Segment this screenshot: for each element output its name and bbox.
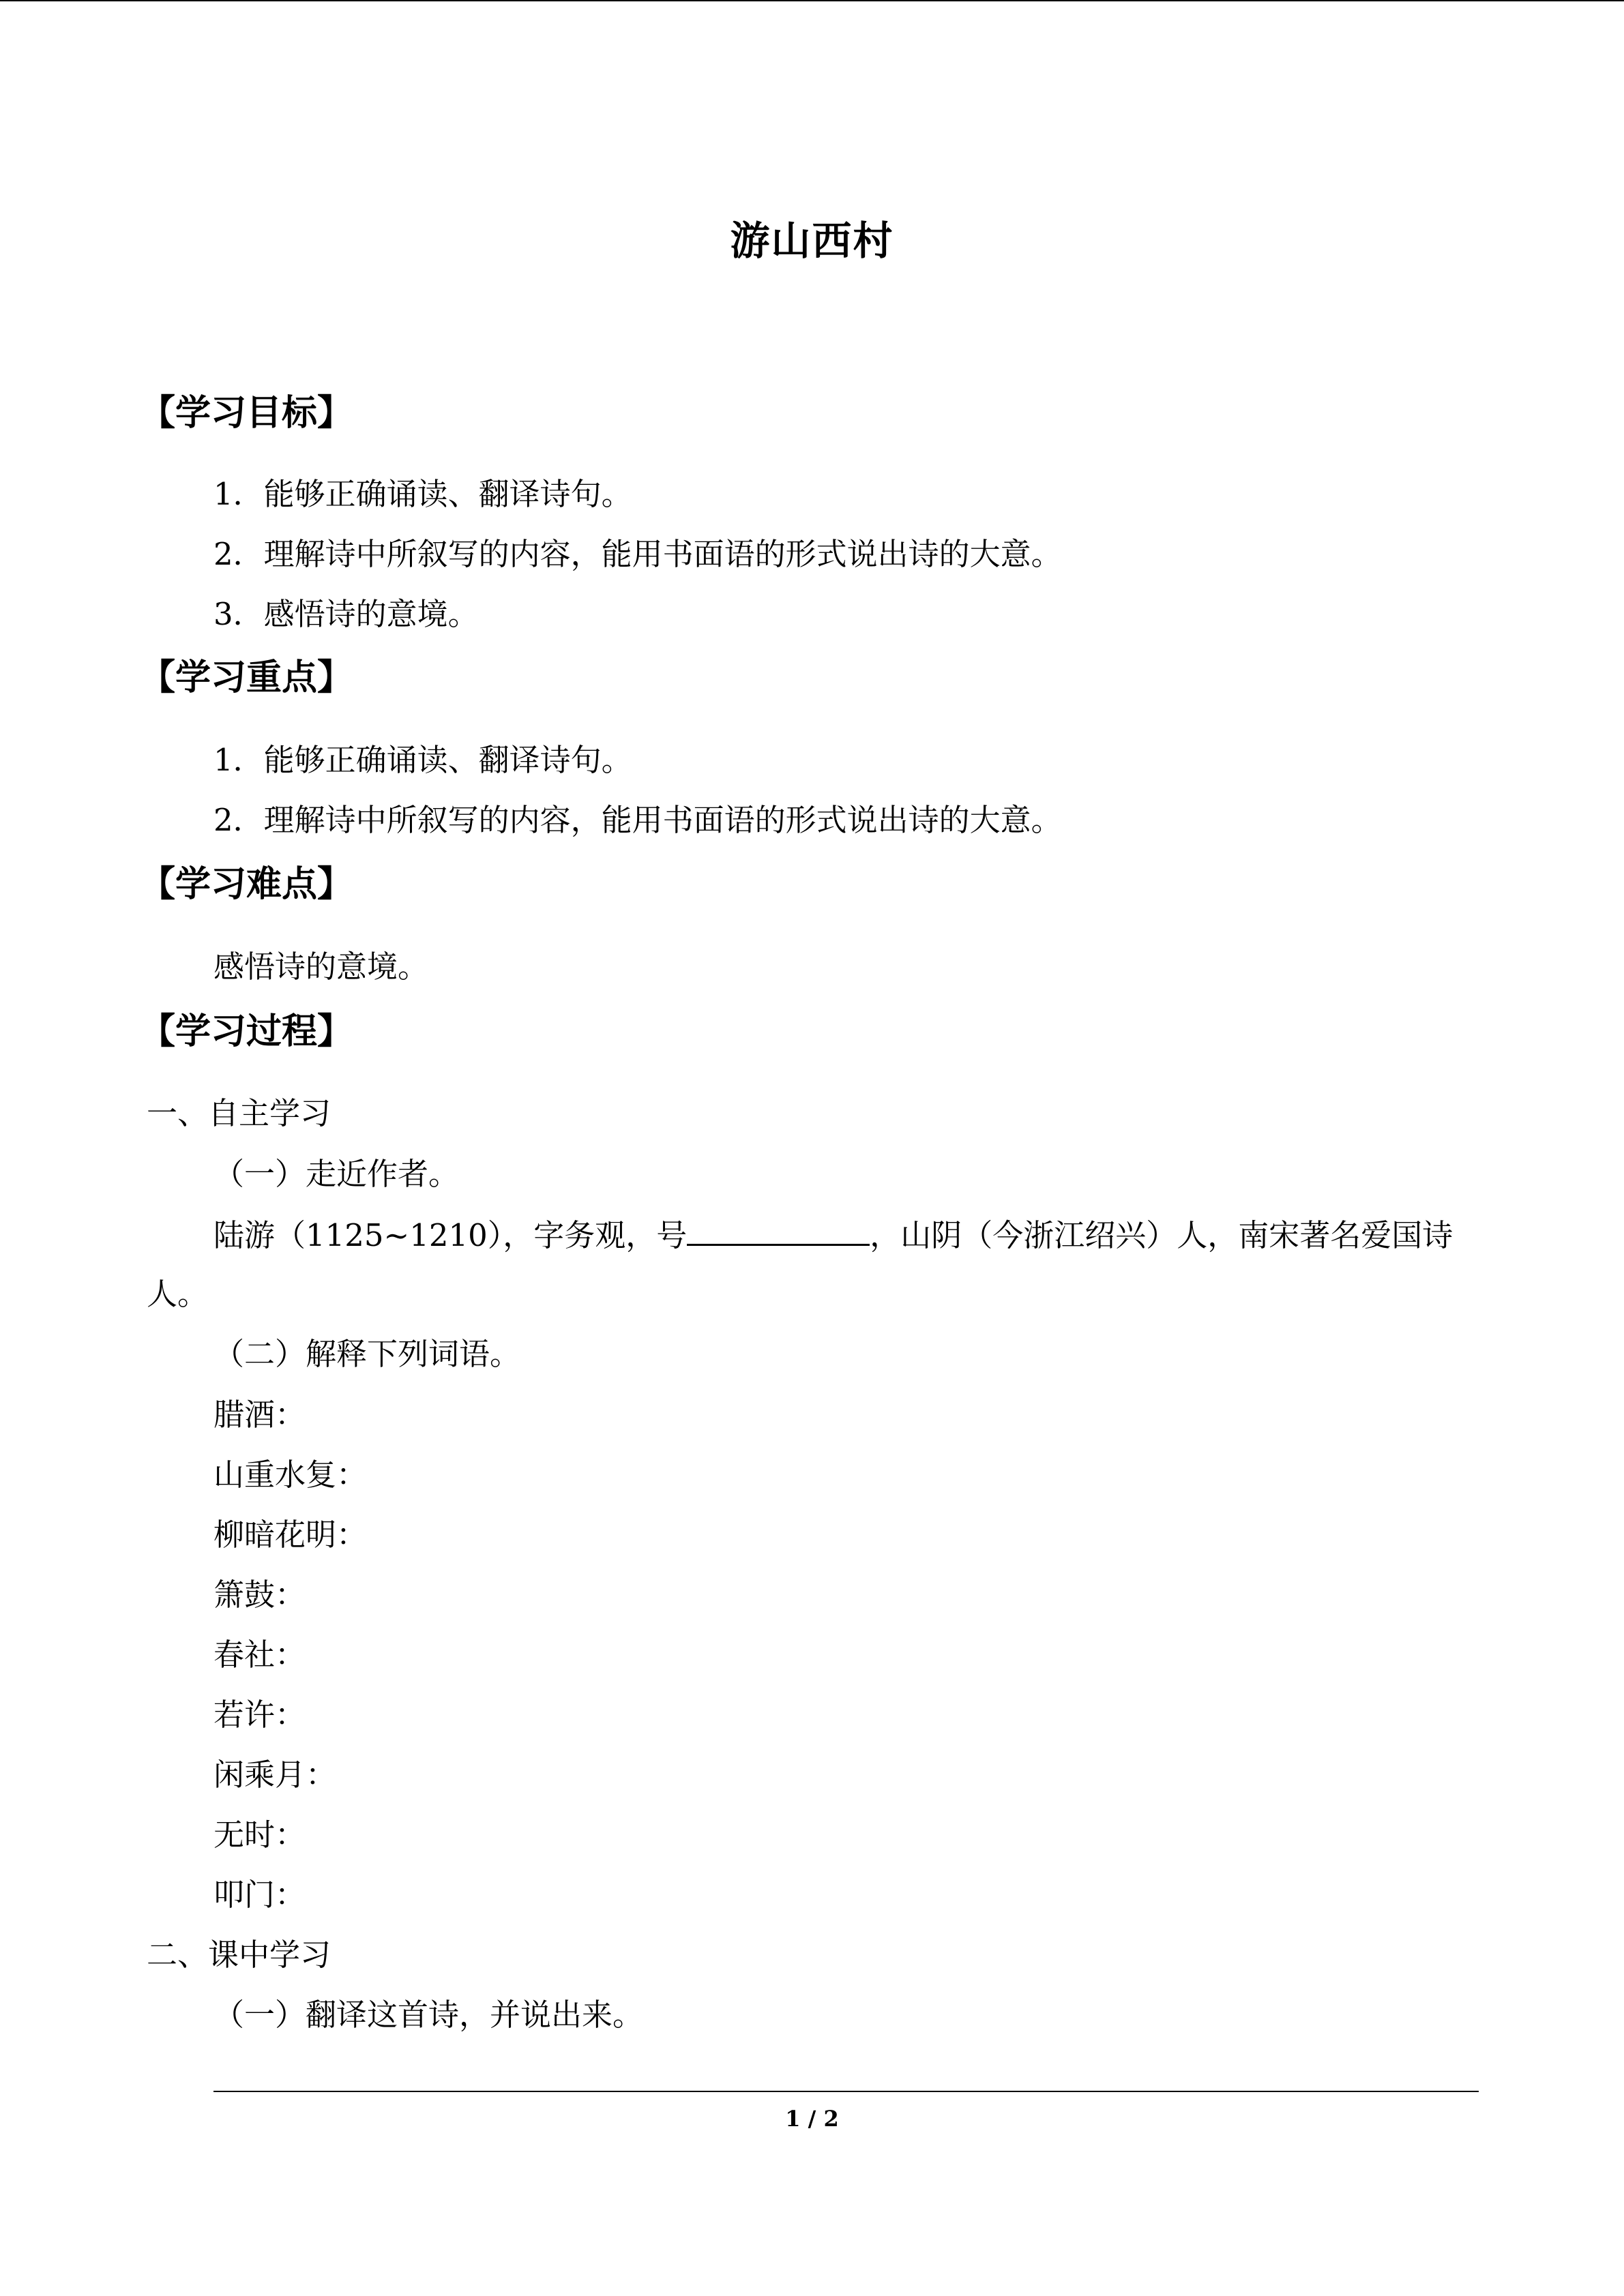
term-item: 无时： (213, 1817, 306, 1853)
page-number: 1 / 2 (785, 2106, 839, 2132)
part-2-title: 二、课中学习 (147, 1937, 331, 1973)
sub-section-3-title: （一）翻译这首诗，并说出来。 (213, 1997, 644, 2033)
heading-learning-process: 【学习过程】 (140, 1011, 353, 1052)
heading-key-points: 【学习重点】 (140, 657, 353, 698)
goal-item-1: 1．能够正确诵读、翻译诗句。 (213, 476, 632, 512)
term-item: 山重水复： (213, 1457, 368, 1493)
sub-section-1-title: （一）走近作者。 (213, 1156, 460, 1192)
term-item: 叩门： (213, 1877, 306, 1913)
term-item: 若许： (213, 1697, 306, 1733)
heading-learning-goals: 【学习目标】 (140, 392, 353, 434)
key-point-item-1: 1．能够正确诵读、翻译诗句。 (213, 742, 632, 778)
term-item: 闲乘月： (213, 1757, 337, 1793)
term-item: 腊酒： (213, 1397, 306, 1433)
author-intro-text-b: ，山阴（今浙江绍兴）人，南宋著名爱国诗 (870, 1217, 1453, 1253)
page-title: 游山西村 (730, 218, 894, 264)
goal-item-3: 3．感悟诗的意境。 (213, 596, 479, 632)
sub-section-2-title: （二）解释下列词语。 (213, 1336, 521, 1372)
goal-item-2: 2．理解诗中所叙写的内容，能用书面语的形式说出诗的大意。 (213, 536, 1062, 572)
term-item: 柳暗花明： (213, 1517, 368, 1553)
difficulty-item-1: 感悟诗的意境。 (213, 949, 429, 985)
author-intro-continuation: 人。 (147, 1276, 209, 1312)
term-item: 春社： (213, 1637, 306, 1673)
key-point-item-2: 2．理解诗中所叙写的内容，能用书面语的形式说出诗的大意。 (213, 802, 1062, 838)
author-intro-line (213, 1214, 1453, 1256)
part-1-title: 一、自主学习 (147, 1095, 331, 1131)
top-border-line (0, 0, 1624, 1)
term-item: 箫鼓： (213, 1577, 306, 1613)
author-intro-text-a: 陆游（1125~1210），字务观，号 (213, 1217, 688, 1253)
author-name-blank[interactable] (687, 1214, 870, 1246)
heading-difficulties: 【学习难点】 (140, 863, 353, 905)
footer-divider (213, 2091, 1479, 2092)
